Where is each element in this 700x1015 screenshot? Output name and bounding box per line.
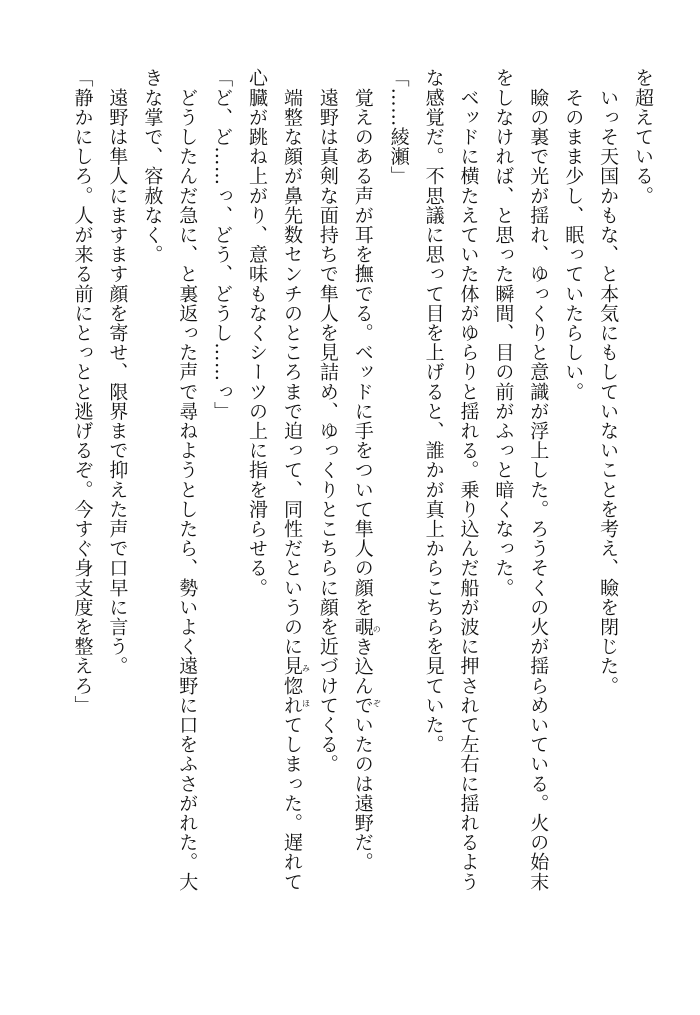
text-line-7: な感覚だ。不思議に思って目を上げると、誰かが真上からこちらを見ていた。 (422, 68, 445, 754)
text-line-11 (274, 68, 310, 968)
ruby-nozoki (351, 616, 382, 715)
text-line-3: そのまま少し、眠っていたらしい。 (562, 68, 585, 402)
text-line-9-part-1: 覚えのある声が耳を撫でる。ベッドに手をついて隼人の顔を (351, 68, 374, 617)
ruby-nozoki-reading: のぞ (372, 616, 382, 715)
ruby-mihore-reading: みほ (301, 656, 311, 715)
text-line-10: 遠野は真剣な面持ちで隼人を見詰め、ゆっくりとこちらに顔を近づけてくる。 (316, 68, 339, 774)
text-line-14: どうしたんだ急に、と裏返った声で尋ねようとしたら、勢いよく遠野に口をふさがれた。大 (176, 68, 199, 892)
ruby-mihore (280, 656, 311, 715)
text-line-2: いっそ天国かもな、と本気にもしていないことを考え、瞼を閉じた。 (597, 68, 620, 696)
text-line-15: きな掌で、容赦なく。 (141, 68, 164, 264)
text-line-12: 心臓が跳ね上がり、意味もなくシーツの上に指を滑らせる。 (246, 68, 269, 598)
text-line-16: 遠野は隼人にますます顔を寄せ、限界まで抑えた声で口早に言う。 (106, 68, 129, 676)
text-line-9-part-2: いたのは遠野だ。 (351, 714, 374, 872)
ruby-nozoki-base: 覗き込んで (351, 616, 374, 715)
text-line-11-part-1: 端整な顔が鼻先数センチのところまで迫って、同性だというのに (280, 68, 303, 656)
text-line-11-part-2: てしまった。遅れて (280, 714, 303, 892)
ruby-mihore-base: 見惚れ (280, 656, 303, 715)
vertical-text-block (35, 68, 660, 968)
text-line-17: 「静かにしろ。人が来る前にとっとと逃げるぞ。今すぐ身支度を整えろ」 (71, 68, 94, 715)
text-line-6: ベッドに横たえていた体がゆらりと揺れる。乗り込んだ船が波に押されて左右に揺れるよう (457, 68, 480, 892)
text-line-1: を超えている。 (632, 68, 654, 206)
text-line-13: 「ど、ど……っ、どう、どうし……っ」 (211, 68, 234, 421)
text-line-8: 「……綾瀬」 (387, 68, 410, 186)
text-line-9 (345, 68, 381, 968)
text-line-4: 瞼の裏で光が揺れ、ゆっくりと意識が浮上した。ろうそくの火が揺らめいている。火の始末 (527, 68, 550, 892)
text-line-5: をしなければ、と思った瞬間、目の前がふっと暗くなった。 (492, 68, 515, 598)
